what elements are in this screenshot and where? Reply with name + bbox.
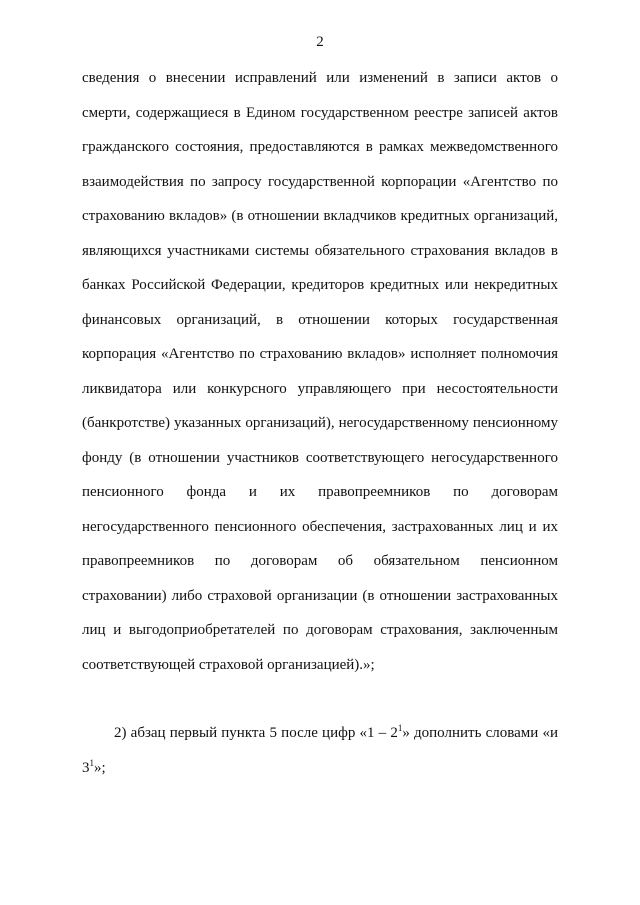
- paragraph-1: сведения о внесении исправлений или изменений в записи актов о смерти, содержащиеся в Едином государственном реестре записей актов гражданского состояния, предоставляются в рамках межведомственного взаимодействия по запросу государственной корпорации «Агентство по страхованию вкладов» (в отношении вкладчиков кредитных организаций, являющихся участниками системы обязательного страхования вкладов в банках Российской Федерации, кредиторов кредитных или некредитных финансовых организаций, в отношении которых государственная корпорация «Агентство по страхованию вкладов» исполняет полномочия ликвидатора или конкурсного управляющего при несостоятельности (банкротстве) указанных организаций), негосударственному пенсионному фонду (в отношении участников соответствующего негосударственного пенсионного фонда и их правопреемников по договорам негосударственного пенсионного обеспечения, застрахованных лиц и их правопреемников по договорам об обязательном пенсионном страховании) либо страховой организации (в отношении застрахованных лиц и выгодоприобретателей по договорам страхования, заключенным соответствующей страховой организацией).»;: [82, 70, 558, 673]
- superscript-2: 1: [89, 757, 94, 768]
- paragraph-2: [82, 716, 558, 785]
- paragraph-2-part-2: » дополнить словами «и 3: [82, 725, 558, 776]
- page-number: 2: [316, 34, 324, 50]
- paragraph-2-part-3: »;: [94, 759, 106, 776]
- paragraph-2-part-1: 2) абзац первый пункта 5 после цифр «1 – 2: [114, 725, 398, 741]
- superscript-1: 1: [397, 723, 403, 733]
